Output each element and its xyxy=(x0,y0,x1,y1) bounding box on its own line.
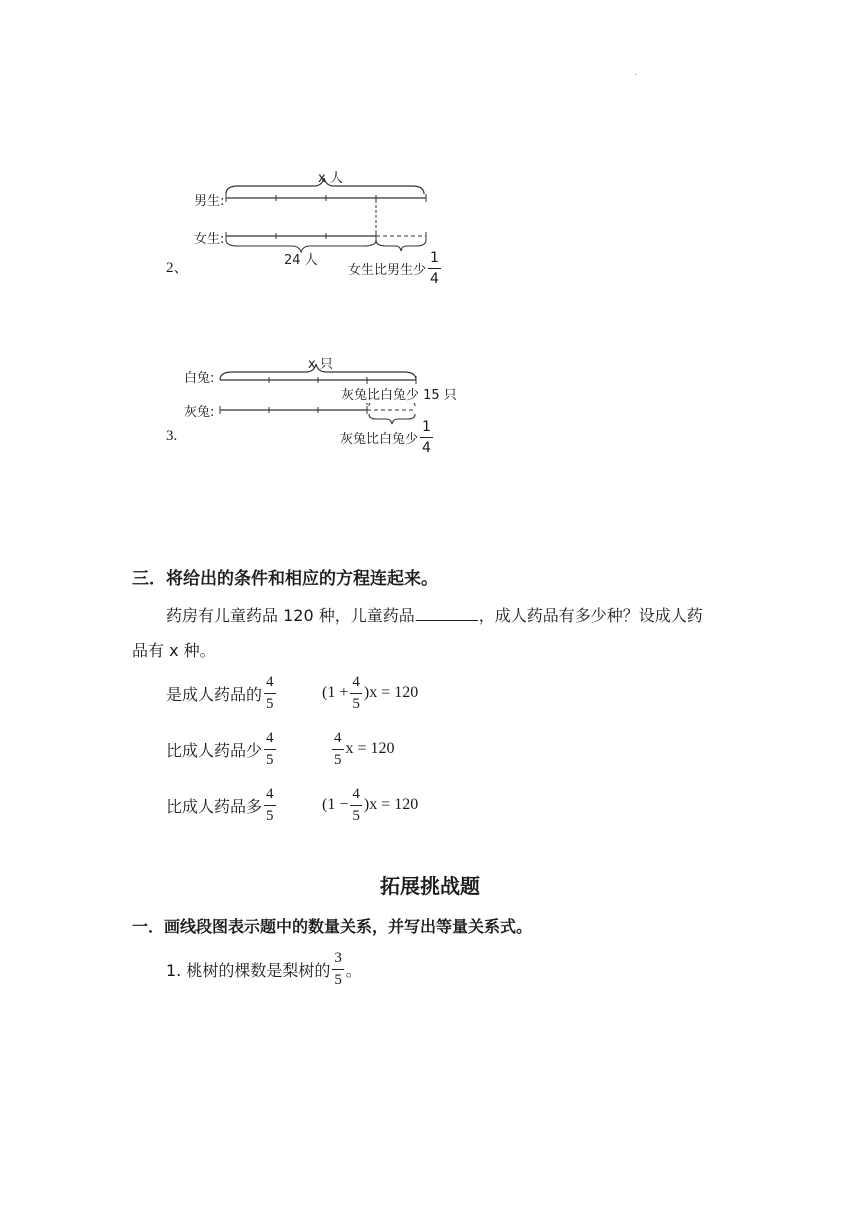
condition-text[interactable]: 比成人药品多 xyxy=(166,796,263,816)
boys-label: 男生: xyxy=(194,194,225,209)
girls-note-fraction xyxy=(428,251,441,286)
fraction-denominator: 5 xyxy=(334,971,342,988)
equation-fraction xyxy=(350,675,362,712)
note-bottom-text: 灰兔比白兔少 xyxy=(340,432,419,447)
section-3-paragraph-line2: 品有 x 种。 xyxy=(132,641,216,660)
fraction-numerator: 4 xyxy=(352,785,360,802)
equation-fraction xyxy=(332,731,344,768)
fraction-denominator: 4 xyxy=(430,271,439,287)
fraction-numerator: 4 xyxy=(352,673,360,690)
match-row-2 xyxy=(166,726,466,772)
diagram-3 xyxy=(164,346,484,456)
condition-fraction xyxy=(264,787,276,824)
grey-rabbit-label: 灰兔: xyxy=(184,405,215,420)
condition-fraction xyxy=(264,675,276,712)
fraction-denominator: 5 xyxy=(352,695,360,712)
bottom-label: 24 人 xyxy=(284,253,318,268)
match-row-1 xyxy=(166,670,466,716)
note-top: 灰兔比白兔少 15 只 xyxy=(340,384,458,403)
equation-2[interactable] xyxy=(330,726,395,772)
equation-suffix: )x = 120 xyxy=(363,796,419,813)
question-text: 1. 桃树的棵数是梨树的 xyxy=(166,960,331,980)
equation-prefix: (1 + xyxy=(322,684,349,701)
fraction-denominator: 5 xyxy=(334,751,342,768)
fraction-numerator: 4 xyxy=(266,729,274,746)
fraction-denominator: 5 xyxy=(266,751,274,768)
match-row-3 xyxy=(166,782,466,828)
fraction-denominator: 5 xyxy=(266,695,274,712)
section-3-paragraph-line1 xyxy=(166,603,703,626)
challenge-question-1 xyxy=(166,946,362,992)
challenge-title: 拓展挑战题 xyxy=(380,874,480,898)
condition-text[interactable]: 比成人药品少 xyxy=(166,740,263,760)
condition-text[interactable]: 是成人药品的 xyxy=(166,684,263,704)
question-end: 。 xyxy=(345,960,362,980)
fraction-denominator: 5 xyxy=(352,807,360,824)
fraction-denominator: 5 xyxy=(266,807,274,824)
equation-3[interactable] xyxy=(322,782,418,828)
diagram-2 xyxy=(164,160,484,287)
fraction-numerator: 4 xyxy=(266,673,274,690)
top-brace-label: x 只 xyxy=(308,357,333,372)
fraction-numerator: 3 xyxy=(334,949,342,966)
equation-suffix: x = 120 xyxy=(345,740,395,757)
difference-brace xyxy=(376,240,426,251)
section-3-heading: 三．将给出的条件和相应的方程连起来。 xyxy=(132,569,438,589)
condition-fraction xyxy=(264,731,276,768)
fraction-numerator: 4 xyxy=(334,729,342,746)
note-bottom-fraction xyxy=(420,420,433,455)
paragraph-part-1: 药房有儿童药品 120 种，儿童药品 xyxy=(166,606,415,625)
item-number-2: 2、 xyxy=(166,260,189,276)
paragraph-part-2: ，成人药品有多少种？设成人药 xyxy=(478,606,703,625)
note-bottom xyxy=(340,420,435,455)
equation-fraction xyxy=(350,787,362,824)
fraction-numerator: 4 xyxy=(266,785,274,802)
fill-blank[interactable] xyxy=(416,606,478,621)
equation-suffix: )x = 120 xyxy=(363,684,419,701)
girls-note xyxy=(348,251,443,286)
question-fraction xyxy=(332,951,344,988)
top-brace-label: x 人 xyxy=(318,171,343,186)
girls-label: 女生: xyxy=(194,232,225,247)
fraction-numerator: 1 xyxy=(422,419,431,435)
corner-mark: · xyxy=(634,70,638,81)
equation-1[interactable] xyxy=(322,670,418,716)
challenge-heading: 一．画线段图表示题中的数量关系，并写出等量关系式。 xyxy=(132,917,533,936)
girls-note-text: 女生比男生少 xyxy=(348,263,427,278)
fraction-denominator: 4 xyxy=(422,440,431,456)
equation-prefix: (1 − xyxy=(322,796,349,813)
fraction-numerator: 1 xyxy=(430,250,439,266)
item-number-3: 3. xyxy=(166,428,178,444)
white-rabbit-label: 白兔: xyxy=(184,371,215,386)
